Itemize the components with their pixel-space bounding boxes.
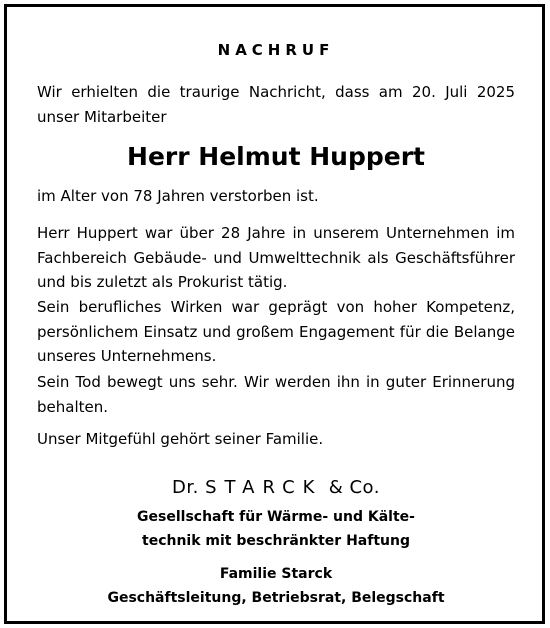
condolence-paragraph: Unser Mitgefühl gehört seiner Familie. (37, 430, 324, 448)
company-name (37, 477, 515, 498)
company-prefix: Dr. (172, 477, 199, 498)
career-paragraph: Herr Huppert war über 28 Jahre in unserem Unternehmen im Fachbereich Gebäude- und Umwelttechnik als Geschäftsführer und bis zuletzt als Prokurist tätig. (37, 224, 515, 291)
family-line: Familie Starck (219, 566, 333, 582)
deceased-name: Herr Helmut Huppert (127, 142, 425, 171)
company-line-1: Gesellschaft für Wärme- und Kälte- (137, 509, 415, 525)
signatories-line: Geschäftsleitung, Betriebsrat, Belegschaft (107, 590, 445, 606)
intro-text: Wir erhielten die traurige Nachricht, dass am 20. Juli 2025 unser Mitarbeiter (37, 83, 515, 126)
obituary-heading: NACHRUF (217, 41, 335, 59)
age-line: im Alter von 78 Jahren verstorben ist. (37, 187, 319, 205)
company-main-name: STARCK (205, 477, 323, 498)
company-suffix: & Co. (328, 477, 380, 498)
merit-paragraph: Sein berufliches Wirken war geprägt von hoher Kompetenz, persönlichem Einsatz und großem Engagement für die Belange unseres Unternehmens. (37, 298, 515, 365)
memory-paragraph: Sein Tod bewegt uns sehr. Wir werden ihn in guter Erinnerung behalten. (37, 373, 515, 416)
company-line-2: technik mit beschränkter Haftung (142, 533, 410, 549)
obituary-frame (4, 4, 545, 624)
